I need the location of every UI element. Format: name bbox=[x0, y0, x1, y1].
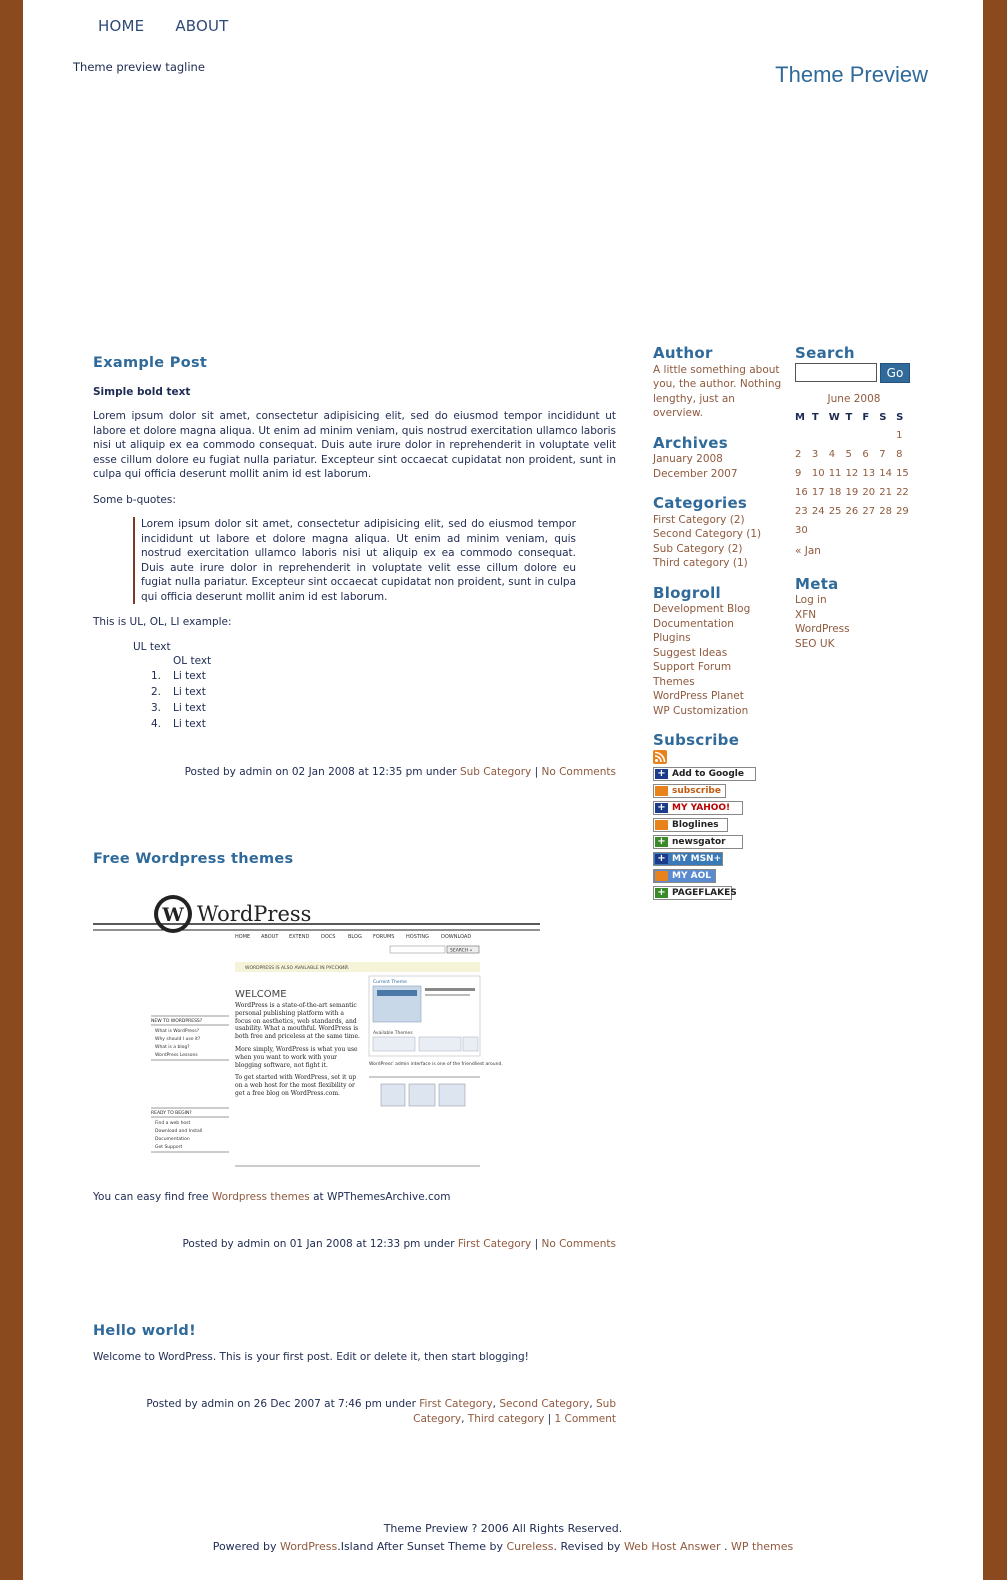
wordpress-screenshot-image[interactable] bbox=[93, 884, 540, 1174]
calendar-day: 6 bbox=[862, 449, 869, 461]
category-link[interactable]: Second Category (1) bbox=[653, 528, 762, 540]
li-number: 1. bbox=[150, 669, 161, 682]
nav-home-link[interactable]: HOME bbox=[98, 17, 145, 35]
post-title[interactable]: Example Post bbox=[93, 355, 208, 371]
calendar-day: 1 bbox=[896, 430, 903, 442]
calendar-weekday: W bbox=[828, 411, 840, 423]
calendar-day: 20 bbox=[862, 487, 876, 499]
bold-text: Simple bold text bbox=[93, 385, 191, 398]
wp-new-head: NEW TO WORDPRESS? bbox=[151, 1019, 203, 1024]
wp-new-item: WordPress Lessons bbox=[155, 1053, 198, 1058]
calendar-weekday: S bbox=[896, 411, 904, 423]
calendar-day bbox=[862, 522, 879, 541]
category-link[interactable]: Sub Category bbox=[413, 1397, 616, 1425]
wp-welcome: WELCOME bbox=[235, 989, 287, 1000]
blogroll-link[interactable]: Development Blog bbox=[653, 603, 751, 615]
calendar-day: 8 bbox=[896, 449, 903, 461]
wp-current-theme: Current Theme bbox=[373, 980, 407, 985]
archive-link[interactable]: December 2007 bbox=[653, 467, 738, 480]
calendar-day: 5 bbox=[845, 449, 852, 461]
calendar-day bbox=[879, 427, 896, 446]
wp-search-button: SEARCH » bbox=[450, 948, 473, 954]
post-meta bbox=[93, 1237, 616, 1252]
category-link[interactable]: Third category (1) bbox=[653, 557, 748, 569]
calendar-day bbox=[846, 522, 863, 541]
post-meta bbox=[93, 765, 616, 780]
calendar-day: 15 bbox=[896, 468, 909, 480]
pageflakes-button[interactable]: + PAGEFLAKES bbox=[653, 886, 732, 900]
calendar-day: 10 bbox=[811, 468, 825, 480]
blogroll-link[interactable]: Documentation bbox=[653, 617, 734, 630]
wp-menu bbox=[235, 934, 471, 940]
calendar-day: 16 bbox=[795, 487, 808, 499]
footer-wpthemes-link[interactable]: WP themes bbox=[731, 1540, 794, 1553]
my-yahoo-button[interactable]: + MY YAHOO! bbox=[653, 801, 743, 815]
wp-logo-text: WordPress bbox=[197, 902, 312, 926]
newsgator-button[interactable]: + newsgator bbox=[653, 835, 743, 849]
calendar-day bbox=[846, 427, 863, 446]
footer-text: . bbox=[720, 1540, 731, 1553]
calendar-day: 26 bbox=[845, 506, 859, 518]
calendar-day: 17 bbox=[811, 487, 825, 499]
meta-widget bbox=[795, 574, 913, 652]
blogroll-link[interactable]: Plugins bbox=[653, 632, 691, 644]
wp-intro-3: To get started with WordPress, set it up on a web host for the most flexibility or get a free blog on WordPress.com. bbox=[235, 1074, 357, 1097]
footer-copyright: Theme Preview ? 2006 All Rights Reserved. bbox=[383, 1522, 623, 1535]
calendar-header-row bbox=[795, 409, 913, 427]
category-link[interactable]: First Category bbox=[419, 1397, 493, 1410]
category-link[interactable]: Sub Category (2) bbox=[653, 542, 743, 555]
comments-link[interactable]: No Comments bbox=[541, 1237, 616, 1250]
meta-separator: | bbox=[531, 1237, 542, 1250]
ol-list bbox=[150, 669, 616, 733]
calendar-week-row bbox=[795, 484, 913, 503]
meta-separator: | bbox=[544, 1412, 555, 1425]
calendar-day: 13 bbox=[862, 468, 876, 480]
calendar-caption: June 2008 bbox=[827, 392, 881, 405]
blogroll-link[interactable]: WP Customization bbox=[653, 704, 749, 717]
widget-title: Blogroll bbox=[653, 583, 722, 602]
search-form bbox=[795, 363, 913, 383]
calendar-weekday: T bbox=[845, 411, 853, 423]
calendar bbox=[795, 392, 913, 542]
my-msn-button[interactable]: + MY MSN+ bbox=[653, 852, 723, 866]
widget-title: Categories bbox=[653, 494, 748, 512]
blogroll-link[interactable]: Suggest Ideas bbox=[653, 646, 728, 659]
site-tagline: Theme preview tagline bbox=[73, 60, 205, 74]
calendar-day: 24 bbox=[811, 506, 825, 518]
blogroll-link[interactable]: Support Forum bbox=[653, 661, 732, 673]
content bbox=[93, 356, 616, 1427]
main-nav bbox=[98, 17, 229, 35]
categories-widget bbox=[653, 496, 788, 571]
wp-ready-item: Download and Install bbox=[155, 1129, 203, 1134]
ol-label: OL text bbox=[173, 655, 212, 667]
footer-text: .Island After Sunset Theme by bbox=[337, 1540, 507, 1553]
li-text: Li text bbox=[173, 717, 206, 730]
li-item bbox=[150, 669, 616, 685]
calendar-day: 4 bbox=[828, 449, 836, 461]
calendar-day: 18 bbox=[828, 487, 842, 499]
calendar-day: 23 bbox=[795, 506, 808, 518]
text-after: at WPThemesArchive.com bbox=[309, 1191, 451, 1203]
calendar-weekday: M bbox=[795, 411, 805, 423]
text-before: You can easy find free bbox=[93, 1191, 212, 1203]
wp-new-item: What is a blog? bbox=[155, 1045, 190, 1050]
author-widget bbox=[653, 346, 788, 421]
list-label: This is UL, OL, LI example: bbox=[93, 616, 232, 628]
calendar-day: 9 bbox=[795, 468, 802, 480]
calendar-day: 2 bbox=[795, 449, 802, 461]
author-text: A little something about you, the author. Nothing lengthy, just an overview. bbox=[653, 363, 782, 419]
calendar-day bbox=[812, 427, 829, 446]
wp-ready-item: Find a web host bbox=[155, 1121, 191, 1126]
widget-title: Author bbox=[653, 344, 713, 362]
blogroll-widget bbox=[653, 583, 788, 719]
blogroll-link[interactable]: Themes bbox=[653, 675, 695, 688]
bquote-label: Some b-quotes: bbox=[93, 493, 176, 506]
wp-menu-item: HOSTING bbox=[406, 934, 430, 940]
page bbox=[23, 0, 983, 1580]
footer-webhostanswer-link[interactable]: Web Host Answer bbox=[623, 1540, 721, 1553]
calendar-week-row bbox=[795, 522, 913, 541]
calendar-day bbox=[829, 522, 846, 541]
post-meta: Posted by admin on 26 Dec 2007 at 7:46 pm under First Category, Second Category, Sub Category, Third category | 1 Comment bbox=[146, 1397, 616, 1425]
wp-intro-2: More simply, WordPress is what you use when you want to work with your blogging software, not fight it. bbox=[235, 1045, 358, 1069]
meta-link[interactable]: Log in bbox=[795, 594, 827, 606]
wp-new-item: Why should I use it? bbox=[155, 1037, 201, 1042]
calendar-weekday: F bbox=[862, 411, 870, 423]
search-input[interactable] bbox=[795, 363, 877, 382]
calendar-prev-link[interactable]: « Jan bbox=[795, 545, 821, 557]
wp-menu-item: DOWNLOAD bbox=[441, 934, 472, 940]
calendar-day: 28 bbox=[879, 506, 892, 518]
category-link[interactable]: First Category bbox=[457, 1237, 532, 1250]
calendar-day: 7 bbox=[879, 449, 886, 461]
post-free-themes bbox=[93, 852, 616, 1252]
wp-ready-item: Documentation bbox=[155, 1137, 190, 1142]
wp-ready-item: Get Support bbox=[155, 1145, 183, 1150]
ul-text: UL text bbox=[133, 640, 171, 653]
category-link[interactable]: Third category bbox=[467, 1412, 545, 1425]
wp-menu-item: DOCS bbox=[321, 934, 336, 940]
calendar-day: 30 bbox=[795, 525, 808, 537]
archive-link[interactable]: January 2008 bbox=[653, 453, 723, 465]
calendar-day bbox=[896, 522, 913, 541]
wp-intro bbox=[235, 1002, 360, 1098]
calendar-weekday: T bbox=[811, 411, 819, 423]
ul-item bbox=[133, 640, 616, 669]
footer-text: . Revised by bbox=[553, 1540, 624, 1553]
category-link[interactable]: Second Category bbox=[499, 1397, 590, 1410]
category-link[interactable]: Sub Category bbox=[459, 765, 532, 778]
li-item bbox=[150, 717, 616, 733]
sidebar-right bbox=[795, 346, 913, 666]
footer-wordpress-link[interactable]: WordPress bbox=[279, 1540, 338, 1553]
calendar-day: 27 bbox=[862, 506, 876, 518]
post-title[interactable]: Free Wordpress themes bbox=[93, 850, 294, 867]
archives-widget bbox=[653, 433, 788, 482]
calendar-day bbox=[879, 522, 896, 541]
ol-wrapper bbox=[173, 654, 616, 669]
calendar-day bbox=[862, 427, 879, 446]
calendar-day: 14 bbox=[879, 468, 892, 480]
search-go-button[interactable]: Go bbox=[880, 363, 910, 383]
wp-menu-item: ABOUT bbox=[261, 934, 279, 940]
meta-separator: | bbox=[531, 765, 542, 778]
li-number: 2. bbox=[150, 685, 161, 698]
calendar-day bbox=[829, 427, 846, 446]
wp-menu-item: HOME bbox=[235, 934, 251, 940]
calendar-day bbox=[812, 522, 829, 541]
widget-title: Archives bbox=[653, 433, 728, 452]
calendar-day: 21 bbox=[879, 487, 892, 499]
calendar-day: 19 bbox=[845, 487, 859, 499]
blockquote: Lorem ipsum dolor sit amet, consectetur adipisicing elit, sed do eiusmod tempor incididunt ut labore et dolore magna aliqua. Ut enim ad minim veniam, quis nostrud exercitation ullamco laboris nisi ut aliquip ex ea commodo consequat. Duis aute irure dolor in reprehenderit in voluptate velit esse cillum dolore eu fugiat nulla pariatur. Excepteur sint occaecat cupidatat non proident, sunt in culpa qui officia deserunt mollit anim id est laborum. bbox=[133, 517, 576, 604]
subscribe-button[interactable]: subscribe bbox=[653, 784, 726, 798]
comments-link[interactable]: 1 Comment bbox=[554, 1412, 616, 1425]
calendar-day: 22 bbox=[896, 487, 909, 499]
calendar-week-row bbox=[795, 427, 913, 446]
post-meta-text: Posted by admin on 26 Dec 2007 at 7:46 pm under bbox=[146, 1397, 420, 1410]
post-meta-text: Posted by admin on 01 Jan 2008 at 12:33 pm under bbox=[182, 1237, 458, 1250]
wp-new-item: What is WordPress? bbox=[155, 1029, 200, 1034]
widget-title: Subscribe bbox=[653, 731, 740, 749]
widget-title: Search bbox=[795, 344, 855, 362]
calendar-week-row bbox=[795, 465, 913, 484]
li-text: Li text bbox=[173, 685, 206, 698]
subscribe-widget bbox=[653, 733, 788, 900]
my-aol-button[interactable]: MY AOL bbox=[653, 869, 716, 883]
li-item bbox=[150, 685, 616, 701]
footer-cureless-link[interactable]: Cureless bbox=[506, 1540, 554, 1553]
post-paragraph: Welcome to WordPress. This is your first post. Edit or delete it, then start blogging! bbox=[93, 1351, 529, 1363]
calendar-day: 25 bbox=[828, 506, 842, 518]
wp-menu-item: BLOG bbox=[348, 934, 362, 940]
calendar-week-row bbox=[795, 446, 913, 465]
footer bbox=[23, 1520, 983, 1556]
wp-menu-item: EXTEND bbox=[289, 934, 310, 940]
meta-link[interactable]: SEO UK bbox=[795, 637, 835, 650]
li-number: 4. bbox=[150, 717, 161, 730]
calendar-day: 11 bbox=[828, 468, 842, 480]
svg-text:W: W bbox=[162, 904, 184, 926]
comments-link[interactable]: No Comments bbox=[541, 765, 616, 778]
calendar-day: 12 bbox=[845, 468, 859, 480]
rss-feed-icon[interactable] bbox=[653, 750, 667, 764]
wp-intro-1: WordPress is a state-of-the-art semantic personal publishing platform with a focus on aesthetics, web standards, and usability. What a mouthful. WordPress is both free and priceless at the same time. bbox=[235, 1002, 360, 1041]
post-paragraph: Lorem ipsum dolor sit amet, consectetur adipisicing elit, sed do eiusmod tempor incididunt ut labore et dolore magna aliqua. Ut enim ad minim veniam, quis nostrud exercitation ullamco laboris nisi ut aliquip ex ea commodo consequat. Duis aute irure dolor in reprehenderit in voluptate velit esse cillum dolore eu fugiat nulla pariatur. Excepteur sint occaecat cupidatat non proident, sunt in culpa qui officia deserunt mollit anim id est laborum. bbox=[93, 410, 616, 480]
ul-list bbox=[133, 640, 616, 669]
wp-ready-head: READY TO BEGIN? bbox=[151, 1111, 192, 1116]
calendar-weekday: S bbox=[879, 411, 887, 423]
li-number: 3. bbox=[150, 701, 161, 714]
sidebar-left bbox=[653, 346, 788, 915]
post-example bbox=[93, 356, 616, 780]
wp-available-themes: Available Themes bbox=[373, 1031, 413, 1036]
li-item bbox=[150, 701, 616, 717]
calendar-day: 29 bbox=[896, 506, 909, 518]
footer-credits bbox=[23, 1538, 983, 1556]
widget-title: Meta bbox=[795, 574, 839, 593]
calendar-body bbox=[795, 427, 913, 541]
footer-text: Powered by bbox=[212, 1540, 280, 1553]
post-title[interactable]: Hello world! bbox=[93, 1322, 196, 1339]
li-text: Li text bbox=[173, 701, 206, 714]
category-link[interactable]: First Category (2) bbox=[653, 513, 745, 526]
calendar-day: 3 bbox=[811, 449, 819, 461]
post-meta-text: Posted by admin on 02 Jan 2008 at 12:35 pm under bbox=[184, 765, 460, 778]
meta-link[interactable]: XFN bbox=[795, 608, 817, 621]
site-title[interactable]: Theme Preview bbox=[775, 62, 928, 87]
calendar-day bbox=[795, 427, 812, 446]
meta-link[interactable]: WordPress bbox=[795, 623, 850, 635]
wp-menu-item: FORUMS bbox=[373, 934, 395, 940]
wordpress-themes-link[interactable]: Wordpress themes bbox=[211, 1191, 310, 1203]
post-paragraph bbox=[93, 1190, 616, 1205]
blogroll-link[interactable]: WordPress Planet bbox=[653, 690, 744, 702]
li-text: Li text bbox=[173, 669, 206, 682]
post-hello-world bbox=[93, 1324, 616, 1427]
search-widget bbox=[795, 346, 913, 383]
nav-about-link[interactable]: ABOUT bbox=[175, 17, 229, 35]
calendar-week-row bbox=[795, 503, 913, 522]
wordpress-screenshot-svg bbox=[93, 884, 540, 1174]
add-to-google-button[interactable]: + Add to Google bbox=[653, 767, 756, 781]
wp-admin-note: WordPress' admin interface is one of the friendliest around. bbox=[369, 1062, 503, 1067]
bloglines-button[interactable]: Bloglines bbox=[653, 818, 728, 832]
wp-notice: WORDPRESS IS ALSO AVAILABLE IN РУССКИЙ. bbox=[245, 966, 350, 971]
